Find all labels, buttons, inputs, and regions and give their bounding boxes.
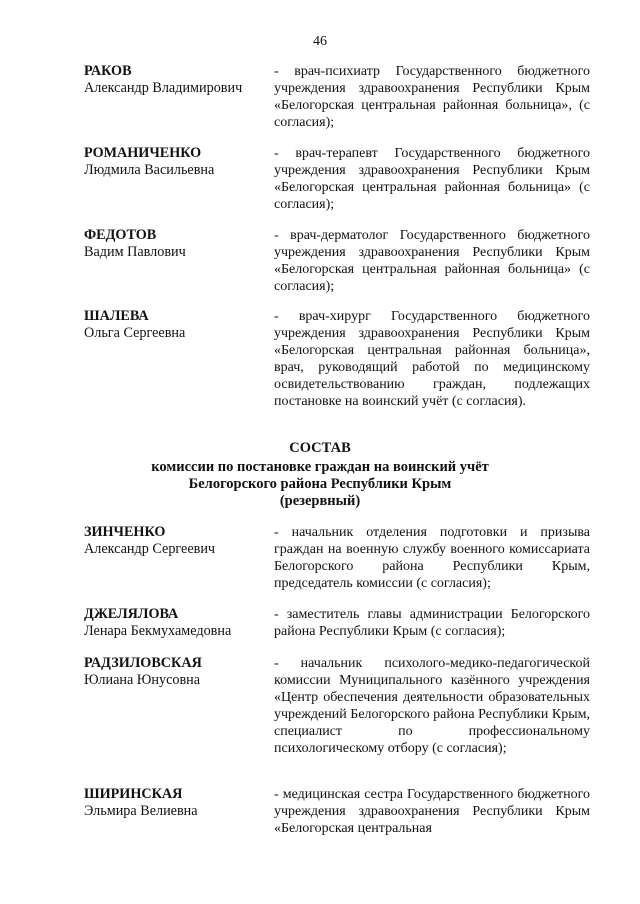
person-name xyxy=(84,63,269,97)
person-given-name: Эльмира Велиевна xyxy=(84,803,198,819)
person-role: - врач-психиатр Государственного бюджетного учреждения здравоохранения Республики Крым «Белогорская центральная районная больница», (с согласия); xyxy=(274,64,590,130)
person-role: - заместитель главы администрации Белогорского района Республики Крым (с согласия); xyxy=(274,607,590,639)
person-given-name: Вадим Павлович xyxy=(84,244,186,260)
person-surname: ЗИНЧЕНКО xyxy=(84,524,166,540)
person-surname: ФЕДОТОВ xyxy=(84,227,157,243)
person-name xyxy=(84,655,269,689)
person-given-name: Ленара Бекмухамедовна xyxy=(84,623,232,639)
person-surname: ШАЛЕВА xyxy=(84,308,149,324)
person-role: - врач-терапевт Государственного бюджетного учреждения здравоохранения Республики Крым «Белогорская центральная районная больница» (с согласия); xyxy=(274,146,590,212)
person-role: - врач-дерматолог Государственного бюджетного учреждения здравоохранения Республики Крым «Белогорская центральная районная больница» (с согласия); xyxy=(274,228,590,294)
person-given-name: Александр Владимирович xyxy=(84,80,243,96)
person-role: - врач-хирург Государственного бюджетного учреждения здравоохранения Республики Крым «Белогорская центральная районная больница», врач, руководящий работой по медицинскому освидетельствованию граждан, подлежащих постановке на воинский учёт (с согласия). xyxy=(274,309,590,409)
person-name xyxy=(84,524,269,558)
person-surname: ШИРИНСКАЯ xyxy=(84,786,183,802)
person-role: - начальник отделения подготовки и призыва граждан на военную службу военного комиссариата Белогорского района Республики Крым, председатель комиссии (с согласия); xyxy=(274,525,590,591)
person-given-name: Александр Сергеевич xyxy=(84,541,216,557)
person-surname: РАКОВ xyxy=(84,63,132,79)
person-name xyxy=(84,786,269,820)
section-subtitle-3: (резервный) xyxy=(279,493,361,509)
person-name xyxy=(84,308,269,342)
person-name xyxy=(84,227,269,261)
person-surname: ДЖЕЛЯЛОВА xyxy=(84,606,179,622)
person-surname: РАДЗИЛОВСКАЯ xyxy=(84,655,202,671)
page-number: 46 xyxy=(313,34,327,49)
person-given-name: Людмила Васильевна xyxy=(84,162,215,178)
section-subtitle-1: комиссии по постановке граждан на воинский учёт xyxy=(151,459,489,475)
section-subtitle-2: Белогорского района Республики Крым xyxy=(188,476,452,492)
person-role: - начальник психолого-медико-педагогической комиссии Муниципального казённого учреждения «Центр обеспечения деятельности образовательных учреждений Белогорского района Республики Крым, специалист по профессиональному психологическому отбору (с согласия); xyxy=(274,656,590,756)
section-heading: СОСТАВ xyxy=(289,440,351,456)
person-given-name: Ольга Сергеевна xyxy=(84,325,186,341)
person-name xyxy=(84,145,269,179)
person-surname: РОМАНИЧЕНКО xyxy=(84,145,202,161)
person-role: - медицинская сестра Государственного бюджетного учреждения здравоохранения Республики Крым «Белогорская центральная xyxy=(274,787,590,836)
person-given-name: Юлиана Юнусовна xyxy=(84,672,201,688)
person-name xyxy=(84,606,269,640)
